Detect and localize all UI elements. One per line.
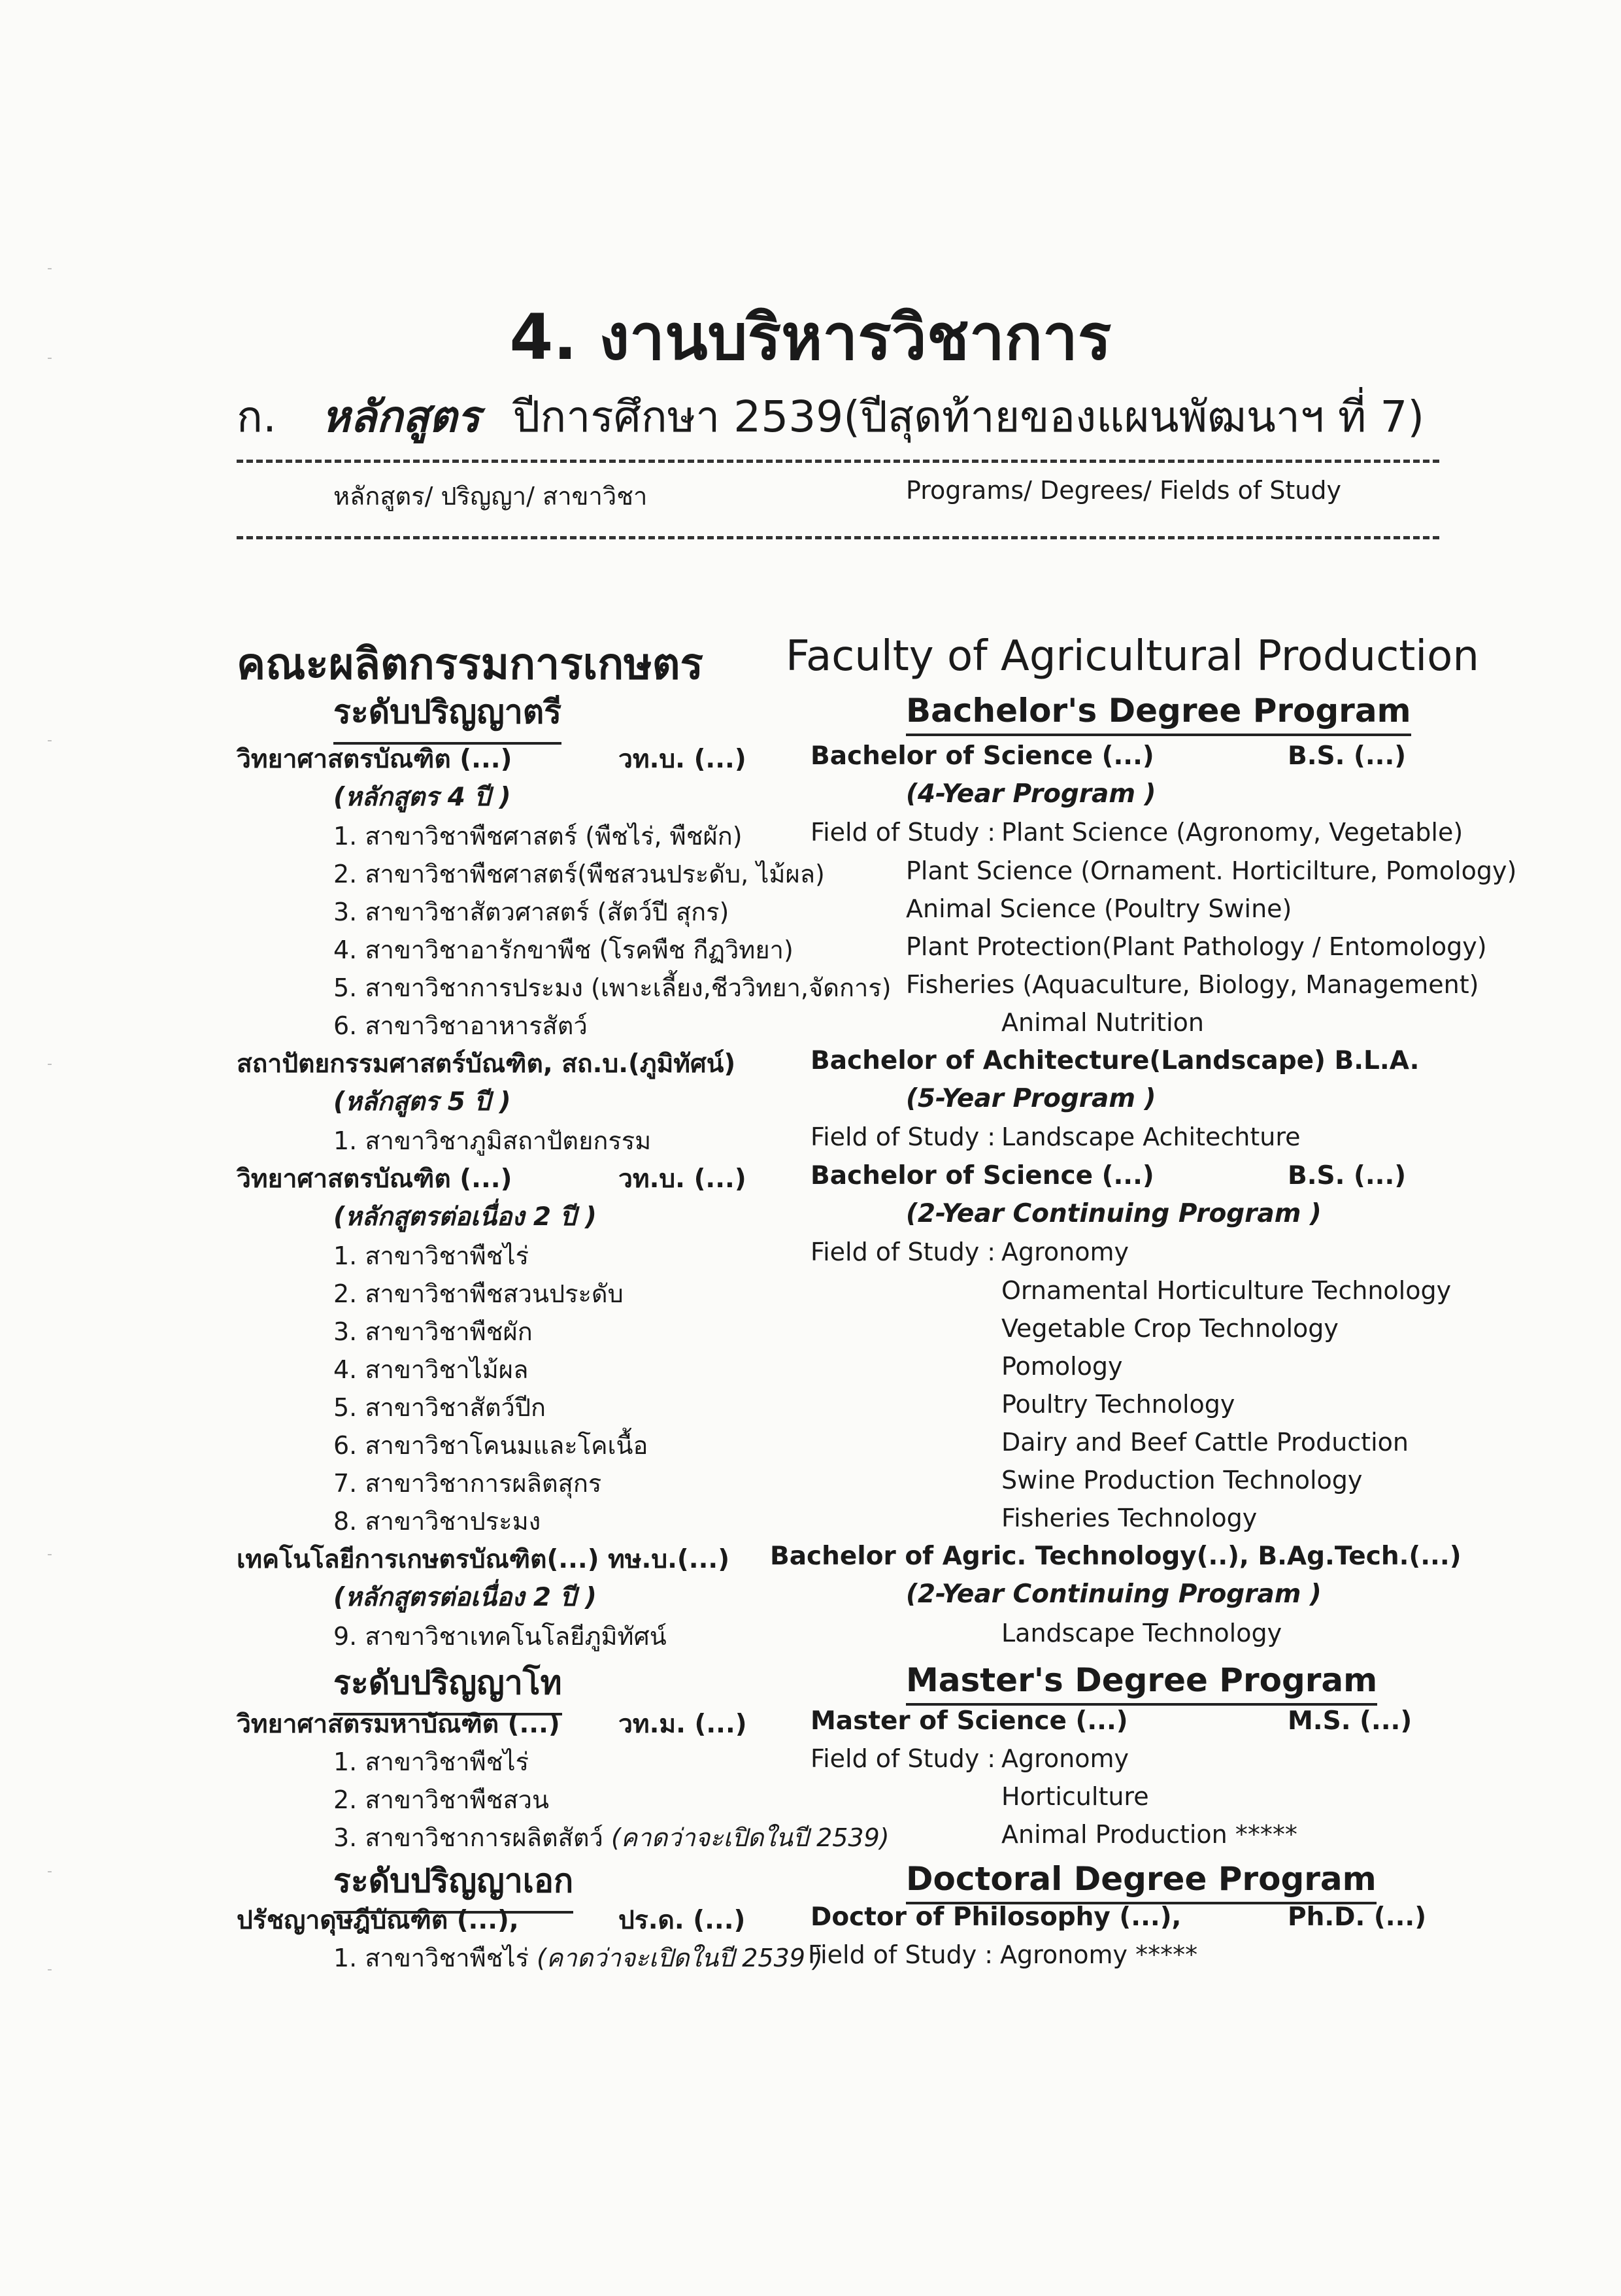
field-item-english: Plant Science (Ornament. Horticilture, Pomology) [906,856,1517,885]
field-item-thai: 7. สาขาวิชาการผลิตสุกร [333,1469,602,1498]
page-subtitle [237,382,1424,451]
dashed-divider [237,460,1439,463]
field-item-english: Animal Science (Poultry Swine) [906,894,1292,923]
degree-abbr-thai: วท.บ. (...) [618,1164,746,1194]
faculty-name-english: Faculty of Agricultural Production [786,632,1479,681]
dashed-divider [237,536,1439,539]
field-item-english: Landscape Technology [1001,1619,1282,1647]
degree-abbr-thai: ปร.ด. (...) [618,1906,746,1935]
program-length-thai: (หลักสูตร 4 ปี ) [333,783,511,812]
field-name: 3. สาขาวิชาการผลิตสัตว์ [333,1823,603,1852]
field-item-english: Pomology [1001,1352,1123,1381]
field-item-thai: 8. สาขาวิชาประมง [333,1507,541,1536]
level-heading-doctoral-english: Doctoral Degree Program [906,1860,1377,1904]
field-note: (คาดว่าจะเปิดในปี 2539 ) [537,1944,823,1972]
degree-name-english: Doctor of Philosophy (...), [811,1902,1182,1932]
degree-name-thai: วิทยาศาสตรมหาบัณฑิต (...) [237,1710,560,1739]
field-of-study-label: Field of Study : [811,1123,996,1151]
margin-mark: - [47,260,52,277]
field-item-thai: 6. สาขาวิชาโคนมและโคเนื้อ [333,1431,648,1460]
page-title: 4. งานบริหารวิชาการ [509,301,1112,374]
degree-name-thai: วิทยาศาสตรบัณฑิต (...) [237,1164,512,1194]
field-item-thai: 2. สาขาวิชาพืชสวนประดับ [333,1279,624,1308]
degree-name-english: Master of Science (...) [811,1706,1128,1736]
field-item-english: Agronomy [1001,1238,1129,1266]
field-item-thai: 1. สาขาวิชาพืชไร่ [333,1241,529,1270]
field-of-study-label: Field of Study : [811,1744,996,1773]
degree-name-english: Bachelor of Science (...) [811,1161,1154,1190]
degree-name-thai: ปรัชญาดุษฎีบัณฑิต (...), [237,1906,519,1935]
faculty-name-thai: คณะผลิตกรรมการเกษตร [237,639,703,689]
program-length-thai: (หลักสูตรต่อเนื่อง 2 ปี ) [333,1583,597,1612]
field-item-thai: 1. สาขาวิชาพืชศาสตร์ (พืชไร่, พืชผัก) [333,822,743,851]
field-of-study-label: Field of Study : [811,818,996,847]
program-length-english: (5-Year Program ) [906,1084,1156,1113]
field-item-thai: 5. สาขาวิชาสัตว์ปีก [333,1393,546,1422]
field-item-english: Dairy and Beef Cattle Production [1001,1428,1409,1457]
field-item-english: Poultry Technology [1001,1390,1235,1419]
level-heading-bachelor-thai: ระดับปริญญาตรี [333,686,561,745]
subtitle-letter: ก. [237,392,276,442]
field-name: 1. สาขาวิชาพืชไร่ [333,1944,529,1972]
program-length-thai: (หลักสูตร 5 ปี ) [333,1087,511,1117]
level-heading-master-english: Master's Degree Program [906,1661,1377,1706]
field-item-thai: 5. สาขาวิชาการประมง (เพาะเลี้ยง,ชีววิทยา,จัดการ) [333,973,892,1002]
level-heading-master-thai: ระดับปริญญาโท [333,1657,562,1715]
field-item-thai [333,1938,823,1978]
field-item-thai: 4. สาขาวิชาไม้ผล [333,1355,529,1384]
program-length-english: (4-Year Program ) [906,779,1156,809]
field-item-english: Horticulture [1001,1782,1149,1811]
margin-mark: - [47,1961,52,1978]
margin-mark: - [47,732,52,749]
margin-mark: - [47,1546,52,1562]
field-item-english: Animal Nutrition [1001,1008,1204,1037]
field-item-english: Vegetable Crop Technology [1001,1314,1339,1343]
program-length-thai: (หลักสูตรต่อเนื่อง 2 ปี ) [333,1202,597,1232]
degree-abbr-english: Ph.D. (...) [1288,1902,1427,1932]
field-item-thai: 4. สาขาวิชาอารักขาพืช (โรคพืช กีฏวิทยา) [333,936,794,964]
field-item-thai: 3. สาขาวิชาสัตวศาสตร์ (สัตว์ปี สุกร) [333,898,729,926]
field-item-thai: 9. สาขาวิชาเทคโนโลยีภูมิทัศน์ [333,1622,667,1651]
degree-abbr-english: B.S. (...) [1288,741,1407,771]
field-item-thai [333,1817,890,1857]
level-heading-doctoral-thai: ระดับปริญญาเอก [333,1855,573,1914]
field-item-thai: 2. สาขาวิชาพืชศาสตร์(พืชสวนประดับ, ไม้ผล) [333,860,825,888]
column-header-english: Programs/ Degrees/ Fields of Study [906,476,1342,505]
field-item-thai: 1. สาขาวิชาภูมิสถาปัตยกรรม [333,1126,652,1155]
degree-abbr-english: M.S. (...) [1288,1706,1412,1736]
margin-mark: - [47,1863,52,1880]
field-item-thai: 6. สาขาวิชาอาหารสัตว์ [333,1011,588,1040]
field-item-thai: 2. สาขาวิชาพืชสวน [333,1785,549,1814]
degree-name-english: Bachelor of Achitecture(Landscape) B.L.A. [811,1046,1420,1075]
degree-abbr-english: B.S. (...) [1288,1161,1407,1190]
field-of-study-label: Field of Study : [808,1940,994,1969]
field-item-thai: 1. สาขาวิชาพืชไร่ [333,1747,529,1776]
subtitle-keyword: หลักสูตร [322,392,480,442]
field-of-study-label: Field of Study : [811,1238,996,1266]
subtitle-text: ปีการศึกษา 2539(ปีสุดท้ายของแผนพัฒนาฯ ที่ 7) [512,392,1425,442]
margin-mark: - [47,350,52,366]
field-item-english: Ornamental Horticulture Technology [1001,1276,1452,1305]
column-header-thai: หลักสูตร/ ปริญญา/ สาขาวิชา [333,482,648,511]
margin-mark: - [47,1056,52,1072]
program-length-english: (2-Year Continuing Program ) [906,1579,1322,1609]
field-item-thai: 3. สาขาวิชาพืชผัก [333,1317,533,1346]
program-length-english: (2-Year Continuing Program ) [906,1199,1322,1228]
field-item-english: Agronomy [1001,1744,1129,1773]
degree-abbr-thai: วท.บ. (...) [618,745,746,774]
field-item-english: Plant Science (Agronomy, Vegetable) [1001,818,1463,847]
field-item-english: Animal Production ***** [1001,1820,1297,1849]
field-item-english: Fisheries Technology [1001,1504,1258,1532]
field-item-english: Plant Protection(Plant Pathology / Entomology) [906,932,1487,961]
field-item-english: Swine Production Technology [1001,1466,1363,1494]
field-item-english: Agronomy ***** [1000,1940,1198,1969]
field-note: (คาดว่าจะเปิดในปี 2539) [610,1823,890,1852]
level-heading-bachelor-english: Bachelor's Degree Program [906,692,1411,736]
degree-name-english: Bachelor of Science (...) [811,741,1154,771]
degree-name-english: Bachelor of Agric. Technology(..), B.Ag.Tech.(...) [770,1542,1462,1571]
field-item-english: Fisheries (Aquaculture, Biology, Management) [906,970,1479,999]
degree-name-thai: เทคโนโลยีการเกษตรบัณฑิต(...) ทษ.บ.(...) [237,1545,730,1574]
degree-name-thai: วิทยาศาสตรบัณฑิต (...) [237,745,512,774]
degree-abbr-thai: วท.ม. (...) [618,1710,747,1739]
field-item-english: Landscape Achitechture [1001,1123,1301,1151]
degree-name-thai: สถาปัตยกรรมศาสตร์บัณฑิต, สถ.บ.(ภูมิทัศน์) [237,1049,736,1079]
